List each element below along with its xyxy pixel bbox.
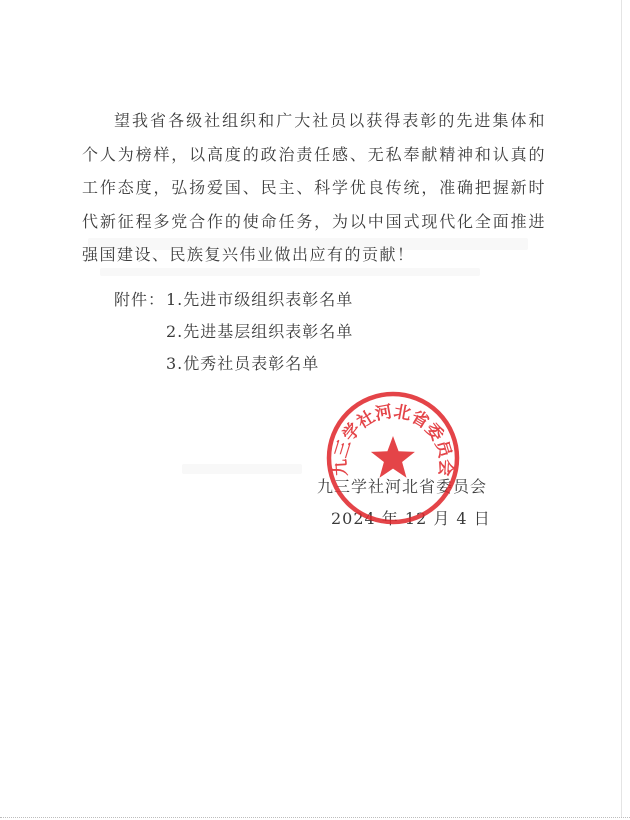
seal-text: 九三学社河北省委员会 <box>330 401 456 477</box>
show-through-mark <box>182 464 302 474</box>
star-icon <box>371 436 415 478</box>
attachment-1: 1.先进市级组织表彰名单 <box>166 290 354 309</box>
official-seal <box>325 390 461 526</box>
signature-date: 2024 年 12 月 4 日 <box>331 509 491 528</box>
attachments-list <box>114 284 353 380</box>
attachment-item <box>114 348 353 380</box>
signature-organization: 九三学社河北省委员会 <box>317 477 488 496</box>
page-bottom-rule <box>0 817 630 818</box>
attachment-2: 2.先进基层组织表彰名单 <box>166 322 354 341</box>
body-paragraph: 望我省各级社组织和广大社员以获得表彰的先进集体和个人为榜样，以高度的政治责任感、无私奉献精神和认真的工作态度，弘扬爱国、民主、科学优良传统，准确把握新时代新征程多党合作的使命任务，为以中国式现代化全面推进强国建设、民族复兴伟业做出应有的贡献！ <box>82 111 546 264</box>
attachment-3: 3.优秀社员表彰名单 <box>166 354 320 373</box>
attachment-item <box>114 284 353 316</box>
attachment-item <box>114 316 353 348</box>
attachments-label: 附件： <box>114 290 166 309</box>
